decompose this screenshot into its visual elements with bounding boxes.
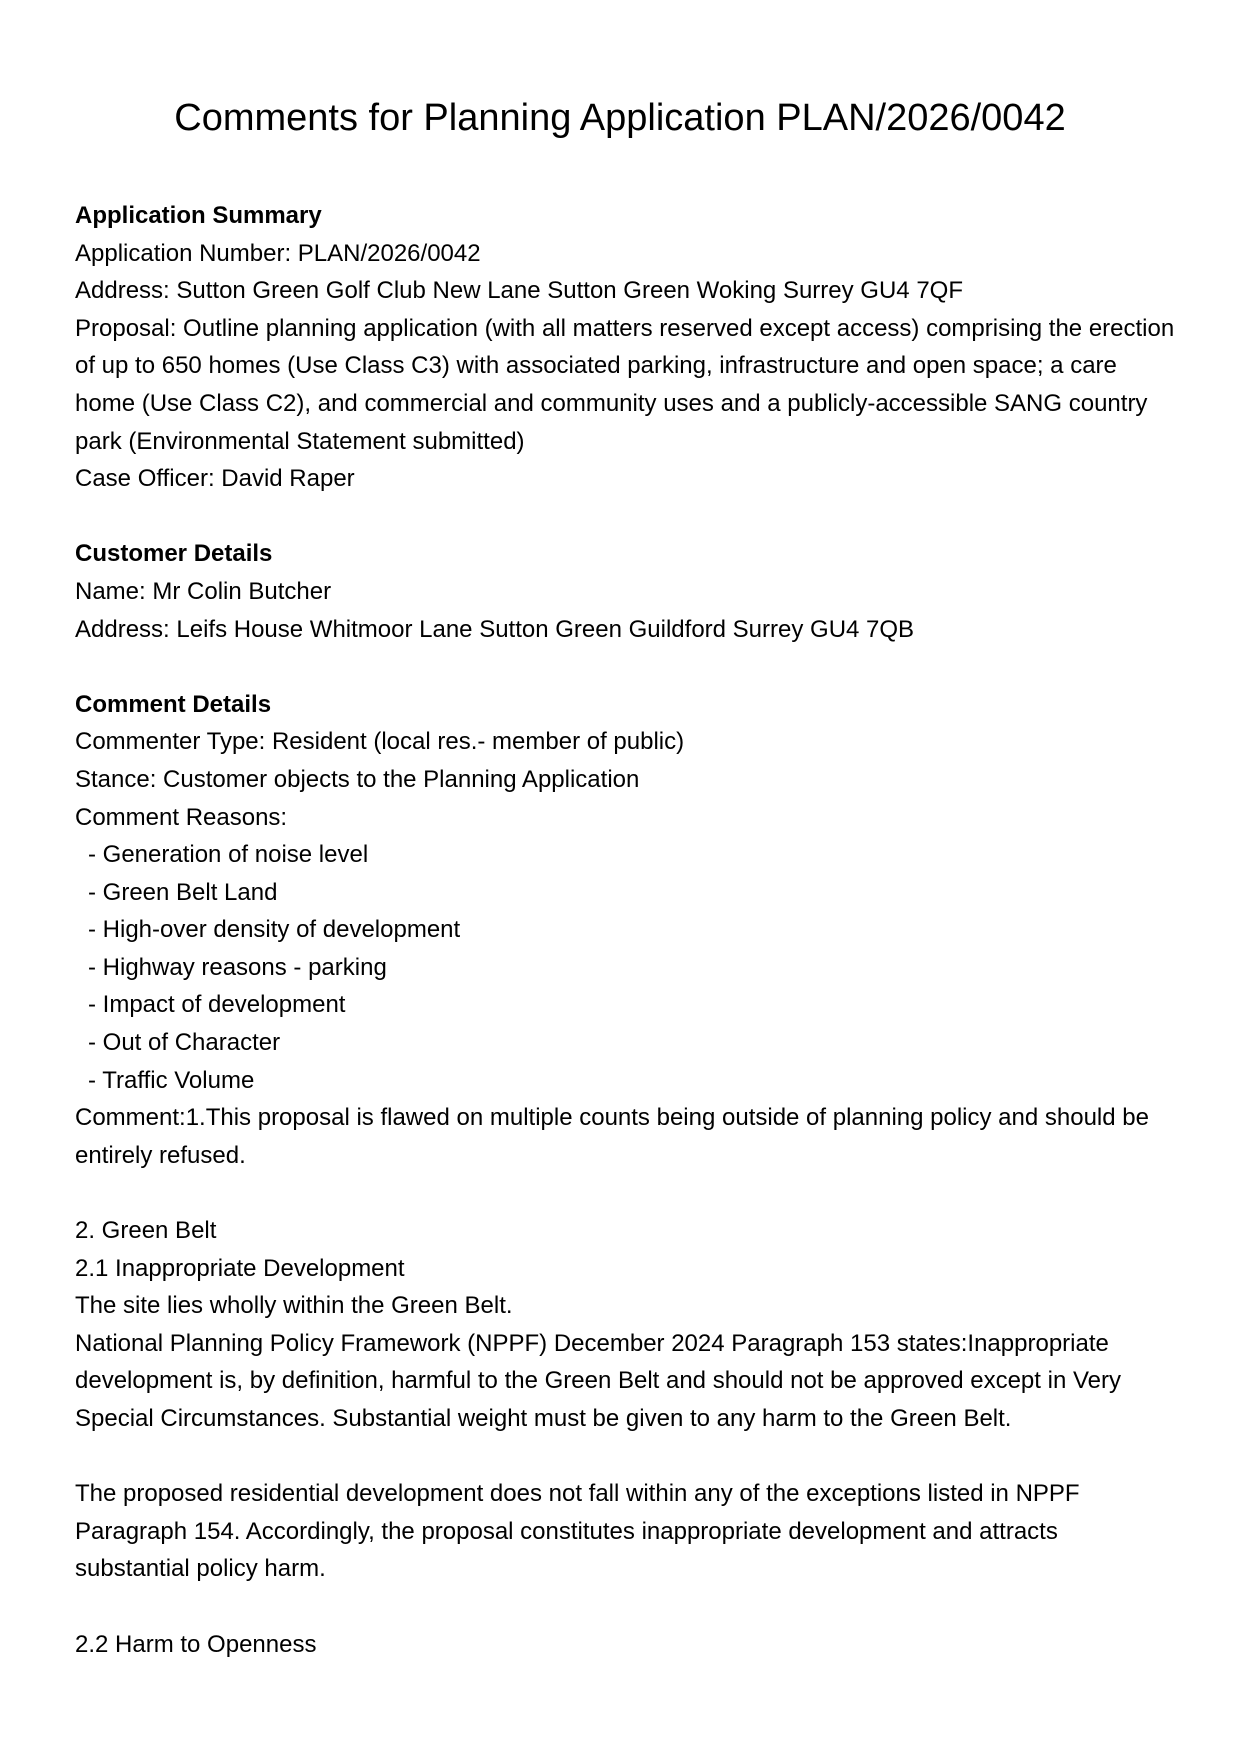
spacer <box>75 648 1175 686</box>
nppf-paragraph: National Planning Policy Framework (NPPF) December 2024 Paragraph 153 states:Inappropriate development is, by definition, harmful to the Green Belt and should not be approved except in Very Special Circumstances. Substantial weight must be given to any harm to the Green Belt. <box>75 1329 1128 1432</box>
comment-details-heading: Comment Details <box>75 690 272 718</box>
comment-reason-item: - Impact of development <box>88 991 346 1019</box>
stance: Stance: Customer objects to the Planning Application <box>75 765 640 793</box>
application-number: Application Number: PLAN/2026/0042 <box>75 239 481 267</box>
comment-reasons-label: Comment Reasons: <box>75 803 288 831</box>
spacer <box>75 498 1175 536</box>
spacer <box>75 1438 1175 1476</box>
customer-details-section <box>75 535 1175 648</box>
spacer <box>75 1174 1175 1212</box>
comment-reason-item: - Green Belt Land <box>88 878 278 906</box>
commenter-type: Commenter Type: Resident (local res.- member of public) <box>75 728 685 756</box>
comment-reason-item: - Out of Character <box>88 1029 281 1057</box>
site-statement: The site lies wholly within the Green Belt. <box>75 1292 513 1320</box>
customer-name: Name: Mr Colin Butcher <box>75 577 332 605</box>
subsection-heading-inappropriate-development: 2.1 Inappropriate Development <box>75 1254 405 1282</box>
application-address: Address: Sutton Green Golf Club New Lane Sutton Green Woking Surrey GU4 7QF <box>75 277 963 305</box>
comment-reason-item: - High-over density of development <box>88 916 461 944</box>
application-proposal: Proposal: Outline planning application (with all matters reserved except access) comprising the erection of up to 650 homes (Use Class C3) with associated parking, infrastructure and open space; a care home (Use Class C2), and commercial and community uses and a publicly-accessible SANG country park (Environmental Statement submitted) <box>75 314 1181 455</box>
spacer <box>75 1588 1175 1626</box>
page-title: Comments for Planning Application PLAN/2026/0042 <box>174 97 1066 139</box>
case-officer: Case Officer: David Raper <box>75 465 355 493</box>
comment-details-section <box>75 686 1175 1663</box>
comment-reasons-list <box>75 836 1175 1099</box>
customer-details-heading: Customer Details <box>75 540 273 568</box>
comment-intro: Comment:1.This proposal is flawed on multiple counts being outside of planning policy and should be entirely refused. <box>75 1104 1156 1169</box>
application-summary-section <box>75 197 1181 498</box>
comment-document <box>75 197 1181 1663</box>
subsection-heading-harm-to-openness: 2.2 Harm to Openness <box>75 1630 317 1658</box>
section-heading-green-belt: 2. Green Belt <box>75 1217 217 1245</box>
exceptions-paragraph: The proposed residential development does not fall within any of the exceptions listed in NPPF Paragraph 154. Accordingly, the proposal constitutes inappropriate development and attracts substantial policy harm. <box>75 1480 1087 1583</box>
customer-address: Address: Leifs House Whitmoor Lane Sutton Green Guildford Surrey GU4 7QB <box>75 615 915 643</box>
comment-reason-item: - Highway reasons - parking <box>88 953 387 981</box>
comment-reason-item: - Generation of noise level <box>88 841 369 869</box>
comment-reason-item: - Traffic Volume <box>88 1066 255 1094</box>
application-summary-heading: Application Summary <box>75 202 322 229</box>
